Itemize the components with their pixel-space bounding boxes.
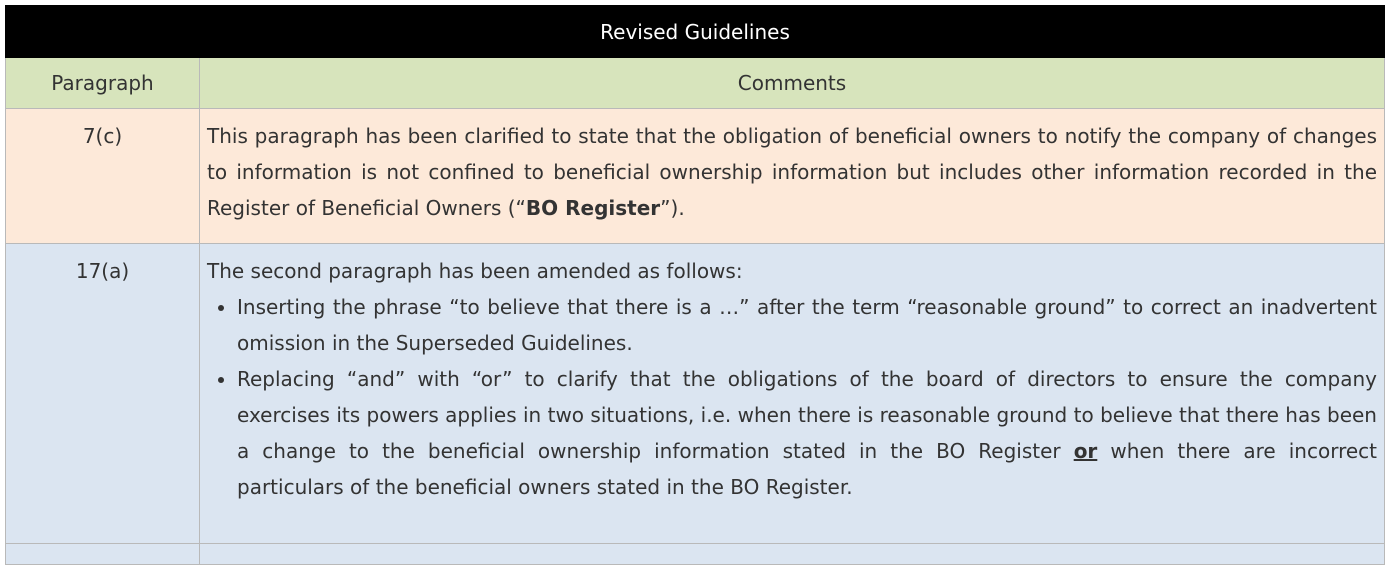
table-title: Revised Guidelines	[6, 6, 1385, 58]
bullet-text-end: when there are incorrect particulars of the beneficial owners stated in the BO Register.	[237, 439, 1378, 499]
revised-guidelines-table	[5, 5, 1385, 565]
bullet-text: Inserting the phrase “to believe that there is a …” after the term “reasonable ground” to correct an inadvertent omission in the Superseded Guidelines.	[237, 295, 1377, 355]
table-header-row	[6, 58, 1385, 109]
paragraph-cell-empty	[6, 544, 200, 565]
comment-text: This paragraph has been clarified to state that the obligation of beneficial owners to notify the company of changes to information is not confined to beneficial ownership information but includes other information recorded in the Register of Beneficial Owners (“	[207, 124, 1377, 220]
bullet-emphasis: or	[1073, 439, 1098, 463]
table-row	[6, 109, 1385, 244]
table-title-row	[6, 6, 1385, 58]
comment-intro: The second paragraph has been amended as follows:	[207, 259, 743, 283]
table-row	[6, 244, 1385, 544]
header-comments: Comments	[200, 58, 1385, 109]
bullet-text: Replacing “and” with “or” to clarify that the obligations of the board of directors to ensure the company exercises its powers applies in two situations, i.e. when there is reasonable ground to believe that there has been a change to the beneficial ownership information stated in the BO Register	[237, 367, 1377, 463]
comment-text-end: ”).	[660, 196, 685, 220]
comment-bullet-list	[207, 289, 1377, 505]
comment-cell	[200, 109, 1385, 244]
table-row-partial	[6, 544, 1385, 565]
header-paragraph: Paragraph	[6, 58, 200, 109]
comment-cell-empty	[200, 544, 1385, 565]
paragraph-cell: 17(a)	[6, 244, 200, 544]
list-item	[237, 361, 1377, 505]
list-item	[237, 289, 1377, 361]
paragraph-cell: 7(c)	[6, 109, 200, 244]
comment-cell	[200, 244, 1385, 544]
comment-bold-term: BO Register	[525, 196, 661, 220]
